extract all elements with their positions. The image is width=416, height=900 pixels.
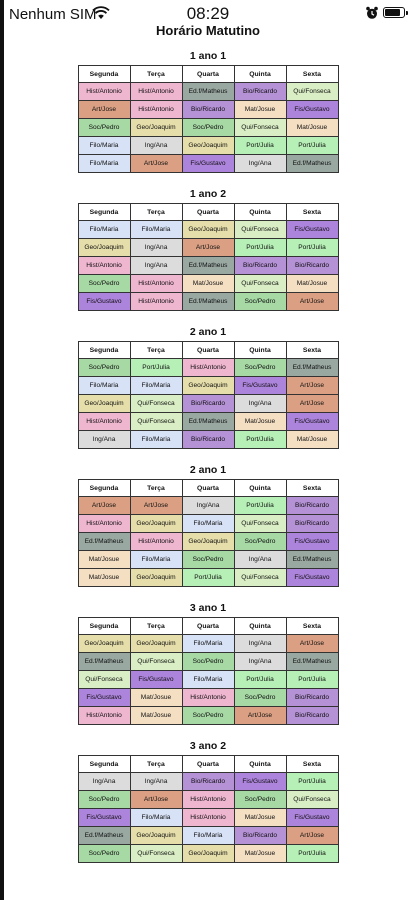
class-cell: Ed.f/Matheus [78, 827, 130, 845]
table-row [78, 359, 338, 377]
class-cell: Art/Jose [78, 101, 130, 119]
class-cell: Filo/Maria [78, 155, 130, 173]
class-cell: Geo/Joaquim [182, 845, 234, 863]
class-cell: Port/Julia [182, 569, 234, 587]
table-row [78, 257, 338, 275]
day-header: Quarta [182, 480, 234, 497]
battery-level [385, 9, 400, 16]
class-cell: Filo/Maria [78, 221, 130, 239]
schedule-list [0, 48, 416, 876]
class-cell: Filo/Maria [78, 137, 130, 155]
day-header: Segunda [78, 618, 130, 635]
class-cell: Bio/Ricardo [182, 395, 234, 413]
section-title: 2 ano 1 [189, 464, 227, 476]
class-cell: Soc/Pedro [78, 119, 130, 137]
class-cell: Port/Julia [234, 497, 286, 515]
table-header-row [78, 342, 338, 359]
class-cell: Mat/Josue [234, 101, 286, 119]
class-cell: Bio/Ricardo [234, 257, 286, 275]
class-cell: Bio/Ricardo [182, 101, 234, 119]
class-cell: Soc/Pedro [78, 845, 130, 863]
class-cell: Qui/Fonseca [78, 671, 130, 689]
table-row [78, 119, 338, 137]
section-title: 3 ano 2 [189, 740, 227, 752]
class-cell: Mat/Josue [286, 275, 338, 293]
class-cell: Qui/Fonseca [286, 791, 338, 809]
schedule-table [78, 479, 339, 587]
page-title: Horário Matutino [156, 23, 260, 38]
class-cell: Soc/Pedro [234, 791, 286, 809]
class-cell: Art/Jose [286, 635, 338, 653]
class-cell: Fis/Gustavo [286, 809, 338, 827]
class-cell: Fis/Gustavo [286, 569, 338, 587]
class-cell: Port/Julia [286, 671, 338, 689]
class-cell: Ed.f/Matheus [286, 359, 338, 377]
class-cell: Fis/Gustavo [78, 689, 130, 707]
class-cell: Qui/Fonseca [130, 653, 182, 671]
table-row [78, 395, 338, 413]
class-cell: Soc/Pedro [182, 707, 234, 725]
class-cell: Ed.f/Matheus [182, 413, 234, 431]
day-header: Terça [130, 66, 182, 83]
class-cell: Ing/Ana [78, 773, 130, 791]
day-header: Quinta [234, 756, 286, 773]
schedule-table [78, 755, 339, 863]
class-cell: Ed.f/Matheus [286, 653, 338, 671]
class-cell: Ing/Ana [234, 395, 286, 413]
class-cell: Qui/Fonseca [234, 569, 286, 587]
class-cell: Geo/Joaquim [182, 221, 234, 239]
class-cell: Bio/Ricardo [286, 515, 338, 533]
table-row [78, 689, 338, 707]
table-row [78, 239, 338, 257]
day-header: Sexta [286, 342, 338, 359]
class-cell: Ing/Ana [78, 431, 130, 449]
day-header: Terça [130, 204, 182, 221]
class-cell: Ing/Ana [234, 653, 286, 671]
class-cell: Qui/Fonseca [130, 395, 182, 413]
class-cell: Hist/Antonio [78, 257, 130, 275]
class-cell: Fis/Gustavo [286, 413, 338, 431]
class-cell: Ed.f/Matheus [286, 551, 338, 569]
class-cell: Bio/Ricardo [234, 827, 286, 845]
class-cell: Ing/Ana [130, 773, 182, 791]
class-section [0, 738, 416, 876]
table-row [78, 707, 338, 725]
section-title: 3 ano 1 [189, 602, 227, 614]
day-header: Sexta [286, 618, 338, 635]
table-row [78, 137, 338, 155]
battery-icon [383, 7, 405, 18]
class-cell: Port/Julia [286, 137, 338, 155]
day-header: Terça [130, 618, 182, 635]
class-cell: Art/Jose [286, 395, 338, 413]
class-cell: Mat/Josue [78, 569, 130, 587]
class-cell: Ing/Ana [234, 155, 286, 173]
schedule-table [78, 203, 339, 311]
class-cell: Ing/Ana [182, 497, 234, 515]
class-cell: Geo/Joaquim [130, 635, 182, 653]
day-header: Quinta [234, 66, 286, 83]
class-cell: Mat/Josue [78, 551, 130, 569]
class-cell: Ing/Ana [234, 635, 286, 653]
schedule-table [78, 617, 339, 725]
class-cell: Geo/Joaquim [182, 137, 234, 155]
class-cell: Ed.f/Matheus [182, 293, 234, 311]
class-cell: Hist/Antonio [130, 101, 182, 119]
table-row [78, 845, 338, 863]
class-cell: Port/Julia [234, 239, 286, 257]
day-header: Quarta [182, 204, 234, 221]
day-header: Quinta [234, 618, 286, 635]
class-cell: Bio/Ricardo [182, 431, 234, 449]
class-cell: Art/Jose [78, 497, 130, 515]
class-cell: Fis/Gustavo [130, 671, 182, 689]
class-cell: Hist/Antonio [78, 413, 130, 431]
class-cell: Qui/Fonseca [234, 515, 286, 533]
class-cell: Soc/Pedro [234, 293, 286, 311]
class-cell: Art/Jose [286, 293, 338, 311]
class-cell: Geo/Joaquim [130, 569, 182, 587]
class-cell: Port/Julia [234, 671, 286, 689]
class-cell: Port/Julia [234, 431, 286, 449]
class-cell: Geo/Joaquim [78, 395, 130, 413]
table-row [78, 413, 338, 431]
class-cell: Filo/Maria [130, 431, 182, 449]
class-cell: Geo/Joaquim [78, 635, 130, 653]
class-cell: Fis/Gustavo [78, 293, 130, 311]
class-cell: Geo/Joaquim [130, 827, 182, 845]
class-cell: Ing/Ana [234, 551, 286, 569]
class-section [0, 48, 416, 186]
table-row [78, 827, 338, 845]
class-cell: Filo/Maria [78, 377, 130, 395]
class-cell: Bio/Ricardo [234, 83, 286, 101]
class-cell: Mat/Josue [234, 413, 286, 431]
class-cell: Hist/Antonio [78, 707, 130, 725]
day-header: Terça [130, 480, 182, 497]
alarm-clock-icon [365, 6, 379, 20]
class-cell: Soc/Pedro [182, 119, 234, 137]
table-row [78, 551, 338, 569]
day-header: Quarta [182, 756, 234, 773]
section-title: 1 ano 1 [189, 50, 227, 62]
class-cell: Hist/Antonio [130, 275, 182, 293]
class-cell: Soc/Pedro [182, 653, 234, 671]
class-cell: Filo/Maria [130, 809, 182, 827]
day-header: Segunda [78, 756, 130, 773]
class-cell: Port/Julia [286, 845, 338, 863]
class-cell: Ing/Ana [130, 257, 182, 275]
table-row [78, 221, 338, 239]
class-cell: Art/Jose [130, 155, 182, 173]
table-row [78, 497, 338, 515]
class-cell: Fis/Gustavo [234, 773, 286, 791]
table-row [78, 83, 338, 101]
class-cell: Soc/Pedro [234, 359, 286, 377]
class-cell: Mat/Josue [130, 689, 182, 707]
class-cell: Mat/Josue [182, 275, 234, 293]
class-cell: Fis/Gustavo [234, 377, 286, 395]
class-cell: Qui/Fonseca [130, 845, 182, 863]
day-header: Segunda [78, 342, 130, 359]
class-cell: Mat/Josue [234, 809, 286, 827]
table-row [78, 809, 338, 827]
class-cell: Art/Jose [182, 239, 234, 257]
class-cell: Bio/Ricardo [286, 497, 338, 515]
class-cell: Geo/Joaquim [130, 119, 182, 137]
class-cell: Ing/Ana [130, 239, 182, 257]
class-cell: Hist/Antonio [182, 689, 234, 707]
class-cell: Filo/Maria [182, 635, 234, 653]
class-cell: Mat/Josue [286, 431, 338, 449]
class-cell: Ing/Ana [130, 137, 182, 155]
class-cell: Bio/Ricardo [182, 773, 234, 791]
day-header: Sexta [286, 66, 338, 83]
table-row [78, 791, 338, 809]
table-row [78, 533, 338, 551]
section-title: 2 ano 1 [189, 326, 227, 338]
class-cell: Soc/Pedro [234, 533, 286, 551]
class-section [0, 600, 416, 738]
class-cell: Soc/Pedro [182, 551, 234, 569]
class-cell: Geo/Joaquim [182, 377, 234, 395]
class-cell: Port/Julia [130, 359, 182, 377]
schedule-table [78, 65, 339, 173]
class-cell: Bio/Ricardo [286, 707, 338, 725]
table-row [78, 377, 338, 395]
class-cell: Art/Jose [234, 707, 286, 725]
class-cell: Ed.f/Matheus [78, 533, 130, 551]
class-cell: Fis/Gustavo [182, 155, 234, 173]
carrier-label: Nenhum SIM [9, 6, 97, 23]
class-cell: Port/Julia [286, 773, 338, 791]
table-row [78, 635, 338, 653]
class-cell: Soc/Pedro [78, 791, 130, 809]
class-cell: Ed.f/Matheus [78, 653, 130, 671]
class-cell: Bio/Ricardo [286, 689, 338, 707]
status-time: 08:29 [186, 4, 230, 23]
class-cell: Filo/Maria [182, 671, 234, 689]
class-cell: Port/Julia [234, 137, 286, 155]
class-cell: Filo/Maria [130, 377, 182, 395]
class-cell: Hist/Antonio [78, 515, 130, 533]
class-cell: Art/Jose [130, 497, 182, 515]
class-cell: Hist/Antonio [130, 83, 182, 101]
class-cell: Qui/Fonseca [130, 413, 182, 431]
day-header: Sexta [286, 204, 338, 221]
class-cell: Geo/Joaquim [78, 239, 130, 257]
class-cell: Ed.f/Matheus [182, 83, 234, 101]
class-cell: Qui/Fonseca [234, 119, 286, 137]
day-header: Terça [130, 342, 182, 359]
class-cell: Geo/Joaquim [182, 533, 234, 551]
class-cell: Mat/Josue [234, 845, 286, 863]
class-cell: Art/Jose [286, 377, 338, 395]
day-header: Quinta [234, 342, 286, 359]
day-header: Sexta [286, 480, 338, 497]
class-section [0, 186, 416, 324]
class-cell: Port/Julia [286, 239, 338, 257]
table-row [78, 431, 338, 449]
class-cell: Filo/Maria [130, 221, 182, 239]
class-cell: Fis/Gustavo [286, 221, 338, 239]
table-row [78, 275, 338, 293]
class-cell: Soc/Pedro [78, 275, 130, 293]
class-cell: Fis/Gustavo [286, 533, 338, 551]
class-cell: Qui/Fonseca [234, 275, 286, 293]
class-cell: Mat/Josue [286, 119, 338, 137]
table-row [78, 569, 338, 587]
table-header-row [78, 204, 338, 221]
class-section [0, 324, 416, 462]
class-cell: Hist/Antonio [130, 533, 182, 551]
class-cell: Mat/Josue [130, 707, 182, 725]
table-row [78, 101, 338, 119]
schedule-table [78, 341, 339, 449]
day-header: Quarta [182, 66, 234, 83]
day-header: Segunda [78, 66, 130, 83]
class-cell: Soc/Pedro [78, 359, 130, 377]
table-row [78, 671, 338, 689]
day-header: Segunda [78, 204, 130, 221]
class-cell: Filo/Maria [182, 515, 234, 533]
class-cell: Bio/Ricardo [286, 257, 338, 275]
class-cell: Filo/Maria [182, 827, 234, 845]
day-header: Segunda [78, 480, 130, 497]
table-header-row [78, 480, 338, 497]
class-cell: Fis/Gustavo [78, 809, 130, 827]
table-row [78, 293, 338, 311]
class-cell: Art/Jose [286, 827, 338, 845]
class-cell: Hist/Antonio [182, 359, 234, 377]
day-header: Quinta [234, 204, 286, 221]
class-cell: Ed.f/Matheus [286, 155, 338, 173]
table-row [78, 515, 338, 533]
class-cell: Fis/Gustavo [286, 101, 338, 119]
day-header: Quarta [182, 618, 234, 635]
class-cell: Ed.f/Matheus [182, 257, 234, 275]
class-cell: Hist/Antonio [78, 83, 130, 101]
class-cell: Hist/Antonio [182, 809, 234, 827]
day-header: Quinta [234, 480, 286, 497]
table-row [78, 155, 338, 173]
table-header-row [78, 66, 338, 83]
day-header: Terça [130, 756, 182, 773]
day-header: Sexta [286, 756, 338, 773]
class-cell: Hist/Antonio [130, 293, 182, 311]
class-cell: Geo/Joaquim [130, 515, 182, 533]
day-header: Quarta [182, 342, 234, 359]
table-header-row [78, 756, 338, 773]
class-cell: Hist/Antonio [182, 791, 234, 809]
section-title: 1 ano 2 [189, 188, 227, 200]
class-cell: Filo/Maria [130, 551, 182, 569]
class-cell: Soc/Pedro [234, 689, 286, 707]
class-section [0, 462, 416, 600]
class-cell: Qui/Fonseca [286, 83, 338, 101]
table-header-row [78, 618, 338, 635]
class-cell: Art/Jose [130, 791, 182, 809]
table-row [78, 773, 338, 791]
table-row [78, 653, 338, 671]
class-cell: Qui/Fonseca [234, 221, 286, 239]
